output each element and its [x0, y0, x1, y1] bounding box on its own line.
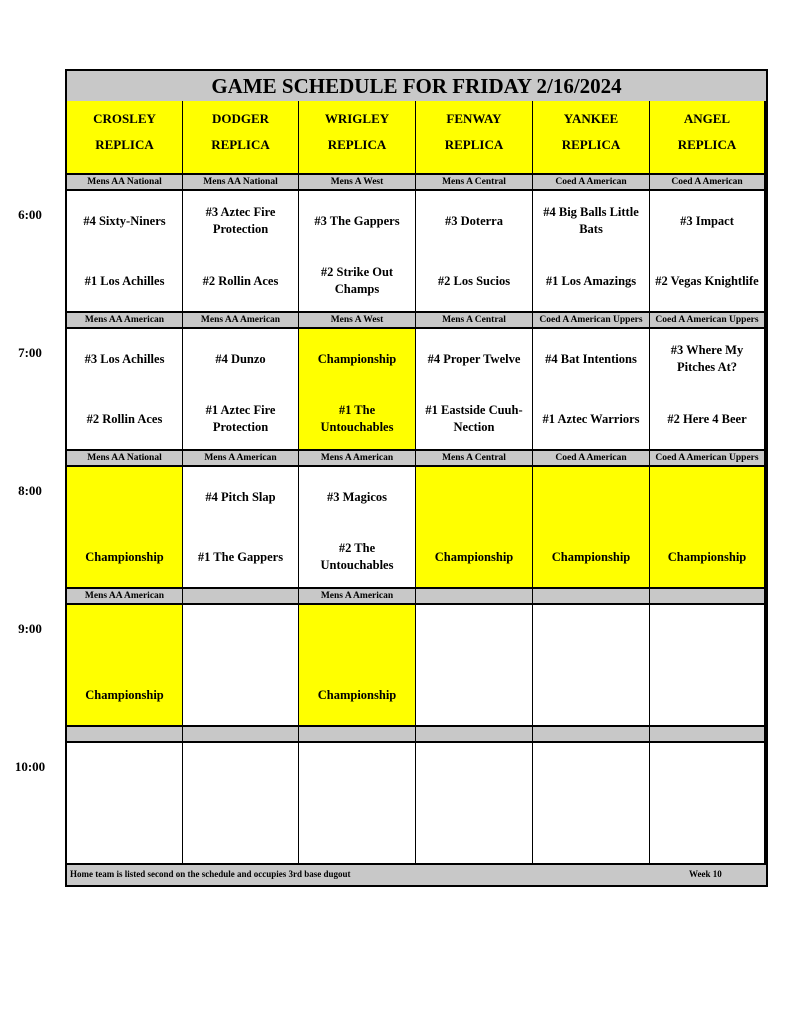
- time-label: 10:00: [14, 759, 46, 774]
- home-team: #2 Los Sucios: [437, 273, 511, 288]
- home-team: #1 Aztec Warriors: [542, 411, 640, 426]
- division-label: Mens AA National: [67, 175, 184, 191]
- game-cell: [299, 605, 417, 727]
- game-cell: [183, 467, 300, 589]
- away-team: Championship: [317, 351, 397, 366]
- home-team: #2 Vegas Knightlife: [655, 273, 759, 288]
- division-label: Mens A American: [183, 451, 300, 467]
- game-cell: [183, 191, 300, 313]
- game-cell: [416, 191, 534, 313]
- division-label: Mens AA American: [183, 313, 300, 329]
- page-title: GAME SCHEDULE FOR FRIDAY 2/16/2024: [67, 71, 766, 103]
- away-team: #3 The Gappers: [314, 213, 400, 228]
- home-team: #1 The Untouchables: [320, 403, 394, 434]
- division-label: [416, 727, 534, 743]
- home-team: [652, 675, 762, 715]
- game-cell: [416, 743, 534, 865]
- field-subname: REPLICA: [95, 137, 154, 152]
- away-team: #4 Sixty-Niners: [83, 213, 166, 228]
- game-cell: [650, 743, 766, 865]
- away-team: [535, 615, 647, 655]
- away-team: [69, 753, 180, 793]
- game-cell: [67, 329, 184, 451]
- division-label: [67, 727, 184, 743]
- game-cell: [416, 329, 534, 451]
- game-cell: [416, 605, 534, 727]
- field-header: [650, 101, 766, 175]
- game-cell: [533, 467, 651, 589]
- game-cell: [299, 191, 417, 313]
- division-label: Coed A American: [650, 175, 766, 191]
- field-name: YANKEE: [563, 111, 619, 126]
- away-team: [418, 477, 530, 517]
- away-team: [652, 615, 762, 655]
- away-team: #3 Magicos: [326, 489, 388, 504]
- game-cell: [533, 329, 651, 451]
- away-team: [418, 615, 530, 655]
- division-label: Mens AA National: [183, 175, 300, 191]
- division-label: Mens A West: [299, 313, 417, 329]
- away-team: [652, 753, 762, 793]
- week-label: Week 10: [689, 869, 722, 879]
- home-team: #2 Here 4 Beer: [667, 411, 747, 426]
- field-subname: REPLICA: [211, 137, 270, 152]
- home-team: [185, 813, 296, 853]
- away-team: [418, 753, 530, 793]
- home-team: [301, 813, 413, 853]
- home-team: #2 Rollin Aces: [86, 411, 163, 426]
- away-team: #4 Pitch Slap: [205, 489, 276, 504]
- division-label: Coed A American Uppers: [533, 313, 651, 329]
- home-team: #1 Los Achilles: [84, 273, 165, 288]
- away-team: #4 Big Balls Little Bats: [543, 205, 639, 236]
- field-name: ANGEL: [683, 111, 731, 126]
- home-team: #1 Los Amazings: [545, 273, 637, 288]
- home-team: #2 Strike Out Champs: [320, 265, 394, 296]
- division-label: [299, 727, 417, 743]
- home-team: [185, 675, 296, 715]
- game-cell: [67, 467, 184, 589]
- field-header: [67, 101, 184, 175]
- away-team: [301, 615, 413, 655]
- footer-bar: [67, 864, 766, 885]
- game-cell: [533, 191, 651, 313]
- home-team: [535, 813, 647, 853]
- field-header: [299, 101, 417, 175]
- time-label: 9:00: [18, 621, 42, 636]
- game-cell: [533, 605, 651, 727]
- home-team: #1 The Gappers: [197, 549, 284, 564]
- game-cell: [416, 467, 534, 589]
- home-team: [69, 813, 180, 853]
- away-team: #3 Los Achilles: [84, 351, 165, 366]
- field-name: FENWAY: [446, 111, 502, 126]
- game-cell: [299, 329, 417, 451]
- game-cell: [299, 467, 417, 589]
- division-label: Mens AA American: [67, 313, 184, 329]
- division-label: Mens AA American: [67, 589, 184, 605]
- field-name: DODGER: [211, 111, 270, 126]
- home-team: Championship: [85, 549, 164, 564]
- division-label: Coed A American: [533, 175, 651, 191]
- game-cell: [67, 743, 184, 865]
- away-team: [185, 615, 296, 655]
- away-team: #3 Doterra: [445, 213, 503, 228]
- division-label: [533, 727, 651, 743]
- division-label: [416, 589, 534, 605]
- game-cell: [67, 191, 184, 313]
- home-team: Championship: [667, 549, 747, 564]
- away-team: #3 Impact: [680, 213, 734, 228]
- field-subname: REPLICA: [677, 137, 737, 152]
- home-team: #2 The Untouchables: [320, 541, 394, 572]
- game-cell: [183, 329, 300, 451]
- away-team: #4 Bat Intentions: [545, 351, 637, 366]
- field-header: [416, 101, 534, 175]
- division-label: [650, 727, 766, 743]
- division-label: [533, 589, 651, 605]
- division-label: Mens A Central: [416, 175, 534, 191]
- division-label: [650, 589, 766, 605]
- game-cell: [183, 743, 300, 865]
- home-team: #1 Aztec Fire Protection: [205, 403, 276, 434]
- division-label: Mens A American: [299, 589, 417, 605]
- division-label: Mens A Central: [416, 313, 534, 329]
- game-cell: [650, 191, 766, 313]
- home-team: #1 Eastside Cuuh-Nection: [425, 403, 523, 434]
- game-cell: [650, 605, 766, 727]
- division-label: Coed A American Uppers: [650, 451, 766, 467]
- game-cell: [67, 605, 184, 727]
- away-team: [69, 477, 180, 517]
- division-label: Coed A American Uppers: [650, 313, 766, 329]
- home-team: Championship: [434, 549, 514, 564]
- field-name: WRIGLEY: [324, 111, 390, 126]
- game-cell: [533, 743, 651, 865]
- home-team: [418, 813, 530, 853]
- division-label: Coed A American: [533, 451, 651, 467]
- home-team: #2 Rollin Aces: [202, 273, 279, 288]
- division-label: Mens A West: [299, 175, 417, 191]
- home-team: [652, 813, 762, 853]
- field-header: [183, 101, 300, 175]
- away-team: #4 Dunzo: [215, 351, 266, 366]
- division-label: [183, 589, 300, 605]
- field-header: [533, 101, 651, 175]
- home-team: Championship: [317, 687, 397, 702]
- game-cell: [650, 467, 766, 589]
- division-label: Mens A Central: [416, 451, 534, 467]
- away-team: [301, 753, 413, 793]
- away-team: #3 Aztec Fire Protection: [205, 205, 276, 236]
- away-team: [652, 477, 762, 517]
- away-team: [69, 615, 180, 655]
- away-team: [535, 477, 647, 517]
- field-subname: REPLICA: [327, 137, 387, 152]
- game-cell: [183, 605, 300, 727]
- footer-note: Home team is listed second on the schedule and occupies 3rd base dugout: [70, 869, 351, 879]
- field-name: CROSLEY: [93, 111, 156, 126]
- field-subname: REPLICA: [444, 137, 504, 152]
- schedule-grid: [65, 69, 768, 887]
- home-team: [535, 675, 647, 715]
- away-team: [185, 753, 296, 793]
- time-label: 6:00: [18, 207, 42, 222]
- division-label: Mens A American: [299, 451, 417, 467]
- division-label: [183, 727, 300, 743]
- division-label: Mens AA National: [67, 451, 184, 467]
- away-team: [535, 753, 647, 793]
- home-team: Championship: [85, 687, 164, 702]
- field-subname: REPLICA: [561, 137, 621, 152]
- game-cell: [299, 743, 417, 865]
- time-label: 7:00: [18, 345, 42, 360]
- time-label: 8:00: [18, 483, 42, 498]
- home-team: Championship: [551, 549, 631, 564]
- home-team: [418, 675, 530, 715]
- away-team: #4 Proper Twelve: [427, 351, 521, 366]
- away-team: #3 Where My Pitches At?: [670, 343, 744, 374]
- game-cell: [650, 329, 766, 451]
